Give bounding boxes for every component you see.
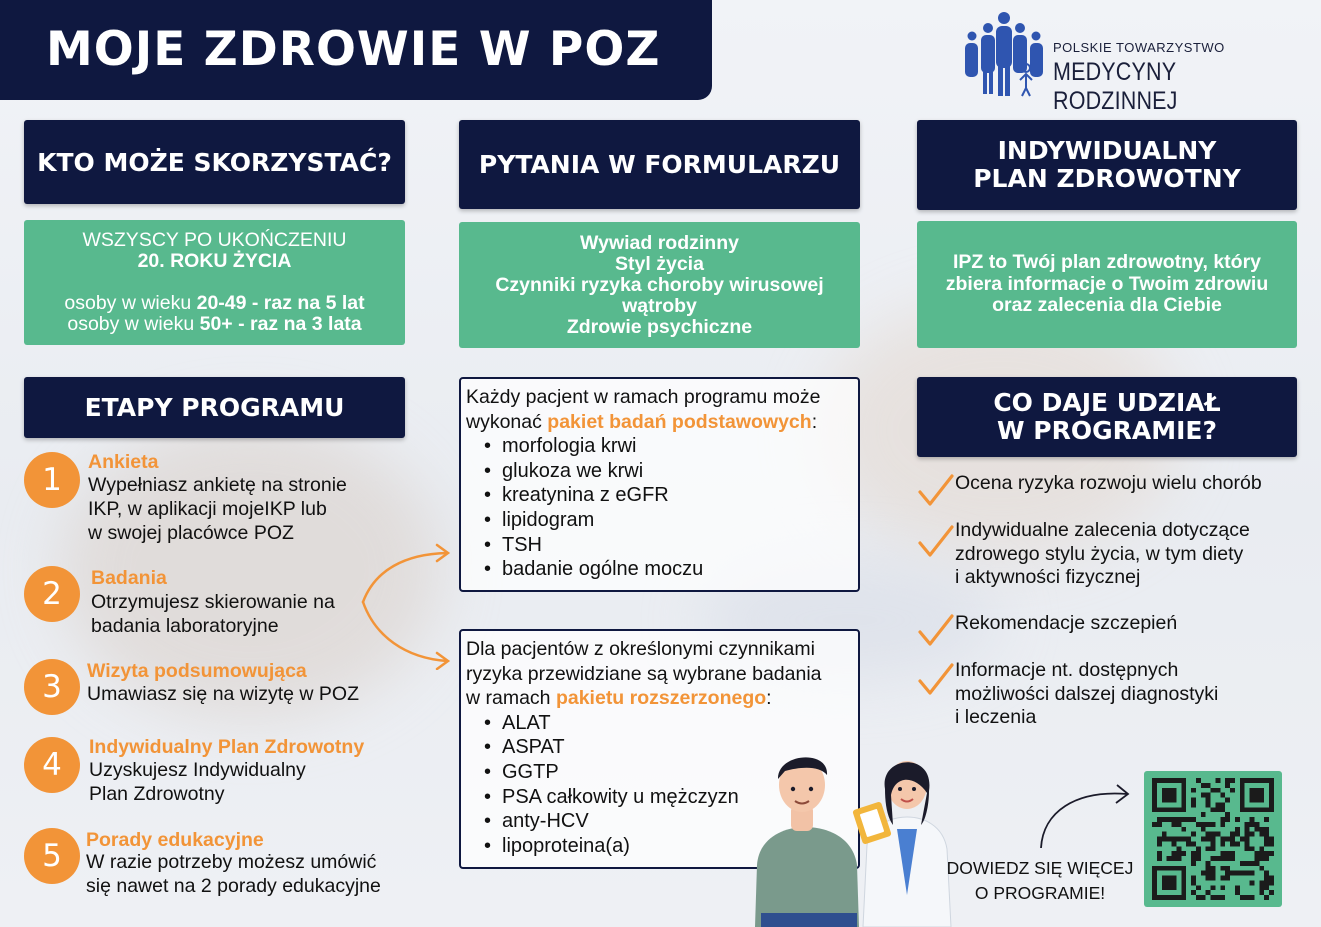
step-number-badge: 3 — [24, 659, 80, 715]
questions-heading: PYTANIA W FORMULARZU — [478, 150, 841, 179]
qr-code[interactable] — [1144, 771, 1282, 907]
list-item: • TSH — [484, 533, 852, 558]
ipz-box — [917, 221, 1297, 348]
who-line1: WSZYSCY PO UKOŃCZENIU — [82, 228, 347, 251]
step-number-badge: 4 — [24, 737, 80, 793]
list-item: • glukoza we krwi — [484, 459, 852, 484]
stage-step-1 — [24, 450, 424, 545]
stage-step-4 — [24, 735, 424, 807]
who-line2: 20. ROKU ŻYCIA — [137, 250, 292, 272]
benefits-heading-line2: W PROGRAMIE? — [997, 416, 1217, 445]
benefit-item: Indywidualne zalecenia dotyczące zdrowego stylu życia, w tym diety i aktywności fizycznej — [918, 519, 1303, 594]
ptmr-logo — [962, 10, 1292, 115]
list-item: • badanie ogólne moczu — [484, 557, 852, 582]
basic-tests-list — [484, 434, 852, 582]
step-title: Badania — [91, 567, 167, 589]
cta-line1: DOWIEDZ SIĘ WIĘCEJ — [946, 858, 1134, 878]
ipz-text-line3: oraz zalecenia dla Ciebie — [992, 294, 1222, 317]
who-box — [24, 220, 405, 345]
family-logo-icon — [962, 10, 1046, 100]
question-item: Styl życia — [615, 252, 704, 275]
stages-heading: ETAPY PROGRAMU — [84, 393, 345, 422]
stage-step-5 — [24, 828, 424, 900]
arrows-to-tests-icon — [355, 540, 465, 670]
step-description: W razie potrzeby możesz umówić się nawet na 2 porady edukacyjne — [86, 851, 381, 897]
ipz-text-line2: zbiera informacje o Twoim zdrowiu — [945, 272, 1269, 295]
cta-line2: O PROGRAMIE! — [974, 883, 1106, 903]
list-item: • ALAT — [484, 711, 852, 736]
questions-heading-box — [459, 120, 860, 209]
step-description: Otrzymujesz skierowanie na badania laboratoryjne — [91, 591, 335, 637]
extended-tests-intro-2: ryzyka przewidziane są wybrane badania — [466, 662, 822, 685]
benefit-item: Rekomendacje szczepień — [918, 612, 1303, 652]
ipz-heading-line1: INDYWIDUALNY — [997, 136, 1217, 165]
extended-tests-intro-3: w ramach pakietu rozszerzonego: — [466, 687, 772, 710]
list-item: • ASPAT — [484, 735, 852, 760]
basic-tests-box — [459, 377, 860, 592]
qr-code-icon — [1151, 778, 1275, 900]
stages-heading-box — [24, 377, 405, 438]
step-description: Uzyskujesz Indywidualny Plan Zdrowotny — [89, 759, 306, 805]
question-item: Zdrowie psychiczne — [566, 315, 753, 338]
checkmark-icon — [918, 614, 954, 648]
benefits-heading-box — [917, 377, 1297, 457]
step-description: Wypełniasz ankietę na stronie IKP, w aplikacji mojeIKP lub w swojej placówce POZ — [88, 474, 347, 544]
patient-doctor-illustration — [745, 745, 955, 927]
benefit-item: Ocena ryzyka rozwoju wielu chorób — [918, 472, 1303, 512]
checkmark-icon — [918, 525, 954, 559]
ipz-text-line1: IPZ to Twój plan zdrowotny, który — [952, 251, 1262, 274]
list-item: • lipoproteina(a) — [484, 834, 852, 859]
list-item: • PSA całkowity u mężczyzn — [484, 785, 852, 810]
checkmark-icon — [918, 474, 954, 508]
list-item: • GGTP — [484, 760, 852, 785]
question-item: Czynniki ryzyka choroby wirusowej — [495, 273, 824, 296]
step-number-badge: 5 — [24, 828, 80, 884]
step-title: Wizyta podsumowująca — [87, 660, 307, 682]
basic-tests-intro-1: Każdy pacjent w ramach programu może — [466, 386, 821, 408]
step-description: Umawiasz się na wizytę w POZ — [87, 683, 359, 705]
step-number-badge: 1 — [24, 452, 80, 508]
list-item: • morfologia krwi — [484, 434, 852, 459]
step-number-badge: 2 — [24, 566, 80, 622]
who-age1: osoby w wieku 20-49 - raz na 5 lat — [64, 291, 365, 314]
page-title: MOJE ZDROWIE W POZ — [46, 22, 661, 77]
step-title: Porady edukacyjne — [86, 829, 264, 851]
questions-box — [459, 222, 860, 348]
extended-tests-intro-1: Dla pacjentów z określonymi czynnikami — [466, 638, 815, 660]
list-item: • kreatynina z eGFR — [484, 483, 852, 508]
cta-text — [940, 856, 1140, 906]
logo-line1: POLSKIE TOWARZYSTWO — [1053, 40, 1225, 55]
who-age2: osoby w wieku 50+ - raz na 3 lata — [67, 313, 362, 335]
step-title: Ankieta — [88, 451, 159, 473]
benefits-heading-line1: CO DAJE UDZIAŁ — [993, 388, 1221, 417]
basic-tests-intro-2: wykonać pakiet badań podstawowych: — [466, 410, 818, 433]
question-item: Wywiad rodzinny — [580, 231, 739, 254]
ipz-heading-box — [917, 120, 1297, 210]
who-heading: KTO MOŻE SKORZYSTAĆ? — [37, 147, 392, 177]
list-item: • anty-HCV — [484, 809, 852, 834]
who-heading-box — [24, 120, 405, 204]
list-item: • lipidogram — [484, 508, 852, 533]
logo-line2: MEDYCYNY RODZINNEJ — [1053, 58, 1178, 115]
checkmark-icon — [918, 663, 954, 697]
title-bar — [0, 0, 712, 100]
benefit-item: Informacje nt. dostępnych możliwości dalszej diagnostyki i leczenia — [918, 659, 1303, 734]
step-title: Indywidualny Plan Zdrowotny — [89, 736, 365, 758]
curved-arrow-icon — [1035, 772, 1135, 852]
question-item: wątroby — [622, 294, 697, 317]
ipz-heading-line2: PLAN ZDROWOTNY — [973, 164, 1241, 193]
